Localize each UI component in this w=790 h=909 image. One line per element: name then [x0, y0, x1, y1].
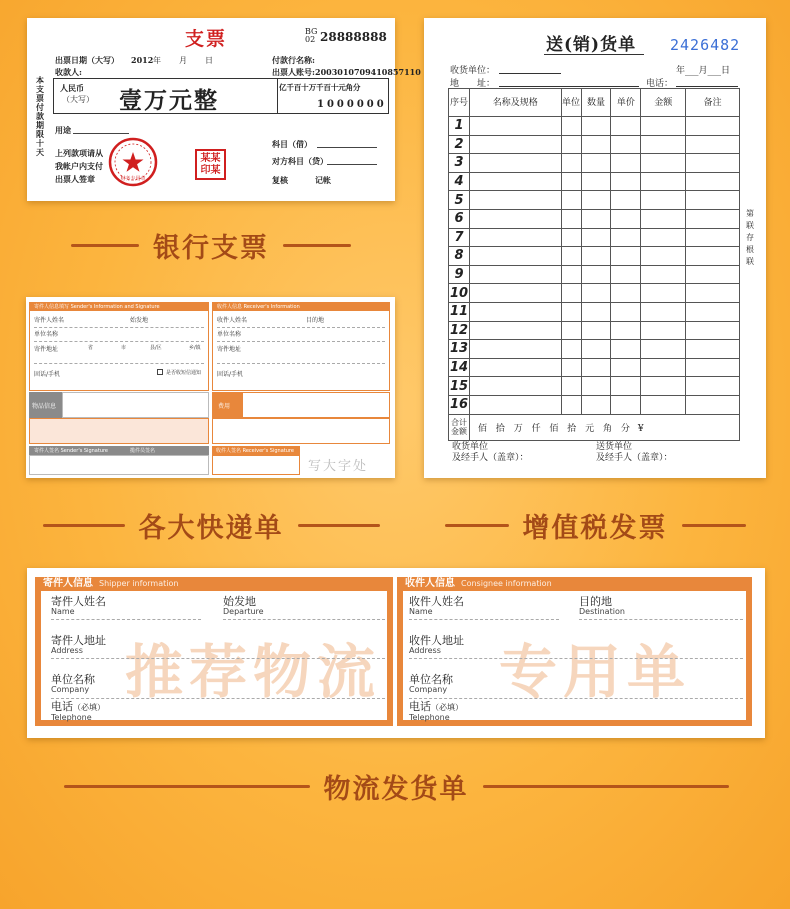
credit-label: 对方科目（贷）: [272, 156, 328, 166]
express-receiver-phone: 固话/手机: [217, 371, 244, 378]
personal-seal-stamp: 某某 印某: [195, 149, 226, 180]
copy-side-label: 第 联 存 根 联: [746, 209, 754, 266]
invoice-cell: [611, 358, 641, 377]
express-charge: 费用: [218, 403, 231, 410]
account-label: 出票人账号:: [272, 67, 315, 77]
invoice-row-number: 15: [449, 378, 469, 394]
invoice-cell: [469, 135, 561, 154]
express-phone: 固话/手机: [34, 371, 61, 378]
invoice-cell: [641, 302, 686, 321]
consignee-header-en: Consignee information: [461, 579, 552, 588]
invoice-cell: [469, 395, 561, 414]
caption-logistics: [27, 767, 765, 806]
caption-logistics-text: 物流发货单: [323, 774, 469, 805]
invoice-header-cell: 数量: [581, 89, 611, 117]
invoice-cell: [469, 117, 561, 136]
invoice-header-cell: 备注: [686, 89, 740, 117]
invoice-cell: [641, 265, 686, 284]
express-receiver-address: 寄件地址: [217, 346, 242, 353]
consignee-name-label: 收件人姓名: [409, 595, 464, 608]
invoice-cell: [686, 154, 740, 173]
consignee-address-en: Address: [409, 646, 441, 655]
bank-cheque-image: [27, 18, 421, 201]
invoice-cell: [561, 377, 581, 396]
month-label: 月: [179, 56, 187, 65]
invoice-row: [449, 377, 740, 396]
shipper-header-en: Shipper information: [99, 579, 179, 588]
destination-en: Destination: [579, 607, 625, 616]
invoice-cell: [641, 172, 686, 191]
shipper-phone-en: Telephone: [51, 713, 92, 722]
invoice-cell: [611, 284, 641, 303]
invoice-cell: [686, 321, 740, 340]
invoice-header-cell: 名称及规格: [469, 89, 561, 117]
watermark-right: 专用单: [499, 638, 692, 706]
invoice-row: [449, 358, 740, 377]
financial-seal-icon: [107, 136, 159, 188]
invoice-cell: [561, 247, 581, 266]
invoice-cell: [469, 377, 561, 396]
invoice-row-number: 3: [449, 154, 470, 173]
invoice-cell: [581, 284, 611, 303]
invoice-cell: [581, 377, 611, 396]
year-label: 年: [153, 56, 161, 65]
invoice-cell: [561, 117, 581, 136]
invoice-total-units: [469, 414, 739, 440]
invoice-cell: [561, 191, 581, 210]
invoice-cell: [469, 247, 561, 266]
shipper-company-en: Company: [51, 685, 90, 694]
invoice-cell: [469, 340, 561, 359]
invoice-row: [449, 209, 740, 228]
invoice-row-number: 10: [449, 285, 469, 301]
invoice-row-number: 2: [449, 135, 470, 154]
invoice-header-cell: 单价: [611, 89, 641, 117]
consignee-name-en: Name: [409, 607, 433, 616]
invoice-cell: [469, 358, 561, 377]
invoice-cell: [469, 209, 561, 228]
express-receiver-company: 单位名称: [217, 331, 242, 338]
express-city: 市: [121, 345, 127, 351]
express-company: 单位名称: [34, 331, 59, 338]
invoice-header-cell: 单位: [561, 89, 581, 117]
invoice-cell: [641, 135, 686, 154]
invoice-cell: [469, 154, 561, 173]
invoice-cell: [611, 265, 641, 284]
invoice-cell: [469, 321, 561, 340]
currency-sub-label: （大写）: [62, 95, 94, 104]
invoice-cell: [641, 117, 686, 136]
amount-digits: 1000000: [317, 99, 387, 110]
invoice-cell: [611, 117, 641, 136]
express-receiver-signature: 收件人签名 Receiver's Signature: [216, 448, 294, 454]
invoice-cell: [581, 135, 611, 154]
invoice-row: [449, 340, 740, 359]
invoice-cell: [686, 302, 740, 321]
cheque-series-code: BG 02: [305, 27, 318, 44]
express-province: 省: [88, 345, 94, 351]
invoice-row-number: 12: [449, 322, 469, 338]
invoice-row: [449, 247, 740, 266]
cheque-title: 支票: [185, 28, 228, 50]
invoice-row-number: 4: [449, 172, 470, 191]
pay-note-2: 我帐户内支付: [55, 161, 103, 171]
invoice-row-number: 9: [449, 265, 470, 284]
invoice-row: [449, 321, 740, 340]
sender-sign: 送货单位 及经手人（盖章）：: [596, 442, 673, 463]
invoice-cell: [641, 340, 686, 359]
invoice-cell: [581, 209, 611, 228]
invoice-row: [449, 117, 740, 136]
shipper-address-en: Address: [51, 646, 83, 655]
invoice-cell: [581, 340, 611, 359]
invoice-cell: [686, 265, 740, 284]
issue-year: 2012: [131, 55, 154, 65]
invoice-cell: [611, 154, 641, 173]
invoice-cell: [686, 358, 740, 377]
express-address: 寄件地址: [34, 346, 59, 353]
invoice-row-number: 1: [449, 117, 470, 136]
consignee-header: 收件人信息: [405, 578, 455, 589]
shipper-name-en: Name: [51, 607, 75, 616]
invoice-cell: [561, 154, 581, 173]
caption-cheque-text: 银行支票: [153, 233, 269, 264]
shipper-panel: [35, 577, 393, 726]
invoice-cell: [561, 340, 581, 359]
invoice-cell: [686, 247, 740, 266]
bookkeep-label: 记帐: [315, 175, 331, 185]
invoice-cell: [641, 228, 686, 247]
invoice-row: [449, 191, 740, 210]
express-origin: 始发地: [130, 317, 149, 324]
invoice-cell: [611, 247, 641, 266]
invoice-row-number: 7: [449, 228, 470, 247]
invoice-cell: [641, 191, 686, 210]
invoice-cell: [686, 340, 740, 359]
invoice-date: 年___月___日: [676, 66, 731, 76]
invoice-row-number: 11: [449, 304, 469, 320]
debit-label: 科目（借）: [272, 139, 312, 149]
invoice-cell: [686, 172, 740, 191]
invoice-cell: [581, 154, 611, 173]
invoice-cell: [611, 321, 641, 340]
invoice-cell: [641, 247, 686, 266]
consignee-company-en: Company: [409, 685, 448, 694]
invoice-row: [449, 172, 740, 191]
shipper-company-label: 单位名称: [51, 673, 95, 686]
invoice-cell: [561, 321, 581, 340]
express-big-text-area: 写大字处: [308, 459, 369, 474]
invoice-row: [449, 395, 740, 414]
express-town: 乡/镇: [189, 345, 201, 351]
invoice-cell: [686, 395, 740, 414]
invoice-cell: [581, 247, 611, 266]
express-sender-header: 寄件人信息填写 Sender's Information and Signature: [34, 304, 160, 310]
invoice-cell: [581, 395, 611, 414]
invoice-cell: [581, 302, 611, 321]
day-label: 日: [205, 56, 213, 65]
invoice-yen-sign: ¥: [637, 423, 644, 434]
invoice-cell: [561, 358, 581, 377]
express-receiver-header: 收件人信息 Receiver's Information: [217, 304, 300, 310]
bank-name-label: 付款行名称:: [272, 55, 315, 65]
consignee-phone-required: （必填）: [431, 703, 463, 712]
amount-in-words: 壹万元整: [119, 87, 219, 114]
receiver-label: 收货单位：: [450, 66, 496, 76]
issue-date-label: 出票日期（大写）: [55, 55, 119, 65]
express-sms: 是否收短信通知: [166, 370, 202, 376]
invoice-row: [449, 302, 740, 321]
invoice-cell: [641, 377, 686, 396]
invoice-cell: [581, 191, 611, 210]
receiver-sign: 收货单位 及经手人（盖章）：: [452, 442, 529, 463]
invoice-cell: [611, 377, 641, 396]
consignee-phone-en: Telephone: [409, 713, 450, 722]
invoice-cell: [581, 358, 611, 377]
invoice-cell: [641, 154, 686, 173]
financial-seal-text: 财务专用章: [120, 176, 146, 182]
invoice-row: [449, 154, 740, 173]
phone-label: 电话：: [646, 79, 674, 89]
drawer-seal-label: 出票人签章: [55, 174, 95, 184]
invoice-cell: [686, 117, 740, 136]
invoice-header-cell: 序号: [449, 89, 470, 117]
invoice-cell: [611, 209, 641, 228]
invoice-cell: [611, 172, 641, 191]
consignee-panel: [397, 577, 752, 726]
logistics-form-image: [27, 568, 765, 738]
shipper-header: 寄件人信息: [43, 578, 93, 589]
invoice-cell: [561, 302, 581, 321]
invoice-cell: [686, 377, 740, 396]
destination-label: 目的地: [579, 595, 612, 608]
invoice-row: [449, 284, 740, 303]
express-sender-signature: 寄件人签名 Sender's Signature: [34, 448, 109, 454]
invoice-title: 送(销)货单: [546, 35, 637, 55]
express-courier-signature: 揽件员签名: [130, 448, 156, 454]
purpose-label: 用途: [55, 125, 71, 135]
invoice-cell: [469, 265, 561, 284]
express-sender-name: 寄件人姓名: [34, 317, 65, 324]
invoice-cell: [641, 358, 686, 377]
invoice-cell: [686, 284, 740, 303]
review-label: 复核: [272, 175, 288, 185]
invoice-cell: [611, 135, 641, 154]
invoice-cell: [469, 302, 561, 321]
express-package-info: 物品信息: [32, 403, 57, 410]
departure-en: Departure: [223, 607, 264, 616]
invoice-row-number: 13: [449, 341, 469, 357]
express-destination: 目的地: [306, 317, 325, 324]
shipper-phone-required: （必填）: [73, 703, 105, 712]
invoice-row-number: 5: [449, 191, 470, 210]
invoice-cell: [561, 135, 581, 154]
invoice-cell: [611, 191, 641, 210]
caption-express: [27, 506, 395, 545]
invoice-row-number: 6: [449, 209, 470, 228]
invoice-row-number: 8: [449, 247, 470, 266]
invoice-cell: [469, 172, 561, 191]
address-label: 地 址：: [450, 79, 496, 89]
express-county: 县/区: [150, 345, 162, 351]
invoice-cell: [581, 228, 611, 247]
consignee-address-label: 收件人地址: [409, 634, 464, 647]
caption-express-text: 各大快递单: [138, 513, 284, 544]
shipper-address-label: 寄件人地址: [51, 634, 106, 647]
invoice-cell: [641, 395, 686, 414]
express-receiver-name: 收件人姓名: [217, 317, 248, 324]
caption-vat: [424, 506, 766, 545]
invoice-cell: [686, 209, 740, 228]
invoice-cell: [581, 172, 611, 191]
watermark-left: 推荐物流: [125, 638, 382, 706]
pay-note-1: 上列款项请从: [55, 148, 103, 158]
invoice-cell: [611, 395, 641, 414]
invoice-row-number: 16: [449, 397, 469, 413]
delivery-invoice-image: [424, 18, 766, 478]
express-waybill-image: [26, 297, 395, 478]
invoice-table: [448, 88, 740, 441]
invoice-row: [449, 228, 740, 247]
invoice-number: 2426482: [670, 36, 741, 54]
invoice-cell: [469, 191, 561, 210]
payee-label: 收款人:: [55, 67, 82, 77]
invoice-cell: [469, 284, 561, 303]
invoice-cell: [686, 191, 740, 210]
account-number: 2003010709410857110: [315, 67, 421, 77]
invoice-cell: [561, 209, 581, 228]
invoice-cell: [561, 284, 581, 303]
invoice-cell: [641, 209, 686, 228]
cheque-number: 28888888: [320, 30, 387, 44]
invoice-row-number: 14: [449, 360, 469, 376]
invoice-total-unit-text: 佰 拾 万 仟 佰 拾 元 角 分: [477, 423, 630, 434]
departure-label: 始发地: [223, 595, 256, 608]
consignee-phone-label: 电话: [409, 700, 431, 713]
invoice-header-cell: 金额: [641, 89, 686, 117]
invoice-cell: [469, 228, 561, 247]
invoice-cell: [686, 135, 740, 154]
digit-header: 亿千百十万千百十元角分: [279, 83, 361, 92]
invoice-cell: [561, 265, 581, 284]
invoice-row: [449, 265, 740, 284]
shipper-name-label: 寄件人姓名: [51, 595, 106, 608]
invoice-cell: [641, 284, 686, 303]
caption-vat-text: 增值税发票: [522, 513, 668, 544]
invoice-cell: [581, 321, 611, 340]
validity-side-note: 本支票付款期限十天: [36, 75, 44, 157]
invoice-cell: [641, 321, 686, 340]
consignee-company-label: 单位名称: [409, 673, 453, 686]
invoice-row: [449, 135, 740, 154]
invoice-cell: [611, 302, 641, 321]
invoice-cell: [561, 228, 581, 247]
shipper-phone-label: 电话: [51, 700, 73, 713]
invoice-total-row: [449, 414, 740, 440]
invoice-cell: [581, 265, 611, 284]
invoice-cell: [611, 340, 641, 359]
invoice-cell: [581, 117, 611, 136]
caption-cheque: [27, 226, 395, 265]
invoice-cell: [686, 228, 740, 247]
invoice-cell: [561, 172, 581, 191]
currency-label: 人民币: [60, 83, 84, 93]
invoice-cell: [611, 228, 641, 247]
invoice-total-label: 合计金额: [449, 414, 470, 440]
invoice-cell: [561, 395, 581, 414]
